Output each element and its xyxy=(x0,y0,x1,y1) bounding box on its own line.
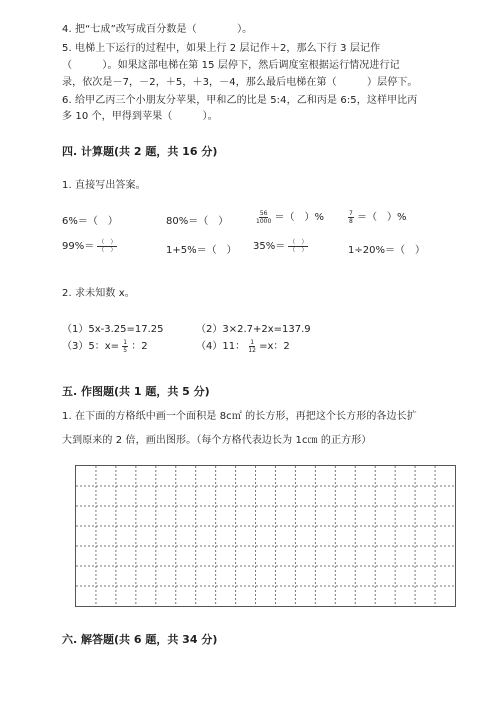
equation-1: （1）5x-3.25=17.25 xyxy=(62,324,164,335)
fraction-numerator: （ ） xyxy=(98,238,117,246)
calc-35-percent xyxy=(253,237,308,254)
calc-6-percent: 6%＝（ ） xyxy=(62,216,118,227)
fraction-denominator: 12 xyxy=(248,346,256,354)
fraction-blank xyxy=(97,239,117,254)
calc-7-over-8-answer: ＝（ ）% xyxy=(357,212,407,223)
equation-3 xyxy=(62,337,148,354)
calc-1-div-20-percent: 1÷20%＝（ ） xyxy=(348,245,425,256)
question-5-line-3: 录，依次是－7，－2，＋5，＋3，－4，那么最后电梯在第（ ）层停下。 xyxy=(62,77,418,88)
section-5-heading: 五. 作图题(共 1 题，共 5 分) xyxy=(62,385,210,398)
fraction-1-12 xyxy=(248,339,256,354)
equation-4-right: =x：2 xyxy=(259,341,290,352)
fraction-7-8 xyxy=(348,210,354,225)
equation-4-left: （4）11： xyxy=(196,341,246,352)
fraction-56-1000 xyxy=(256,210,271,225)
equation-3-right: ：2 xyxy=(131,341,148,352)
fraction-denominator: （ ） xyxy=(98,246,117,254)
calc-35-percent-label: 35%＝ xyxy=(253,241,286,252)
fraction-denominator: 8 xyxy=(349,217,353,225)
fraction-denominator: （ ） xyxy=(289,246,308,254)
equation-2: （2）3×2.7+2x=137.9 xyxy=(196,324,311,335)
calc-56-over-1000 xyxy=(256,208,324,225)
fraction-numerator: 1 xyxy=(250,338,255,346)
equation-4 xyxy=(196,337,290,354)
calc-56-over-1000-answer: ＝（ ）% xyxy=(274,212,324,223)
section-4-q1-title: 1. 直接写出答案。 xyxy=(62,180,146,191)
section-6-heading: 六. 解答题(共 6 题，共 34 分) xyxy=(62,633,218,646)
calc-99-percent-label: 99%＝ xyxy=(62,241,95,252)
question-5-line-2: （ ）。如果这部电梯在第 15 层停下，然后调度室根据运行情况进行记 xyxy=(62,60,400,71)
calc-99-percent xyxy=(62,237,117,254)
calc-1-plus-5-percent: 1+5%＝（ ） xyxy=(166,245,237,256)
section-4-heading: 四. 计算题(共 2 题，共 16 分) xyxy=(62,145,218,158)
fraction-numerator: （ ） xyxy=(289,238,308,246)
question-6-line-2: 多 10 个，甲得到苹果（ ）。 xyxy=(62,111,218,122)
fraction-numerator: 7 xyxy=(349,209,353,217)
fraction-denominator: 5 xyxy=(123,346,128,354)
grid-paper[interactable] xyxy=(75,465,456,607)
fraction-blank xyxy=(288,239,308,254)
grid-lines xyxy=(76,466,455,606)
section-4-q2-title: 2. 求未知数 x。 xyxy=(62,288,135,299)
question-5-line-1: 5. 电梯上下运行的过程中，如果上行 2 层记作＋2，那么下行 3 层记作 xyxy=(62,43,381,54)
fraction-numerator: 56 xyxy=(259,209,268,217)
question-6-line-1: 6. 给甲乙丙三个小朋友分苹果，甲和乙的比是 5:4，乙和丙是 6:5，这样甲比丙 xyxy=(62,95,418,106)
equation-3-left: （3）5：x= xyxy=(62,341,120,352)
fraction-1-5 xyxy=(122,339,128,354)
fraction-numerator: 1 xyxy=(123,338,128,346)
question-4: 4. 把“七成”改写成百分数是（ ）。 xyxy=(62,24,253,35)
calc-7-over-8 xyxy=(348,208,407,225)
section-5-q1-line-1: 1. 在下面的方格纸中画一个面积是 8c㎡ 的长方形，再把这个长方形的各边长扩 xyxy=(62,411,417,422)
calc-80-percent: 80%＝（ ） xyxy=(166,216,229,227)
fraction-denominator: 1000 xyxy=(256,217,272,225)
section-5-q1-line-2: 大到原来的 2 倍，画出图形。（每个方格代表边长为 1c㎝ 的正方形） xyxy=(62,435,372,446)
